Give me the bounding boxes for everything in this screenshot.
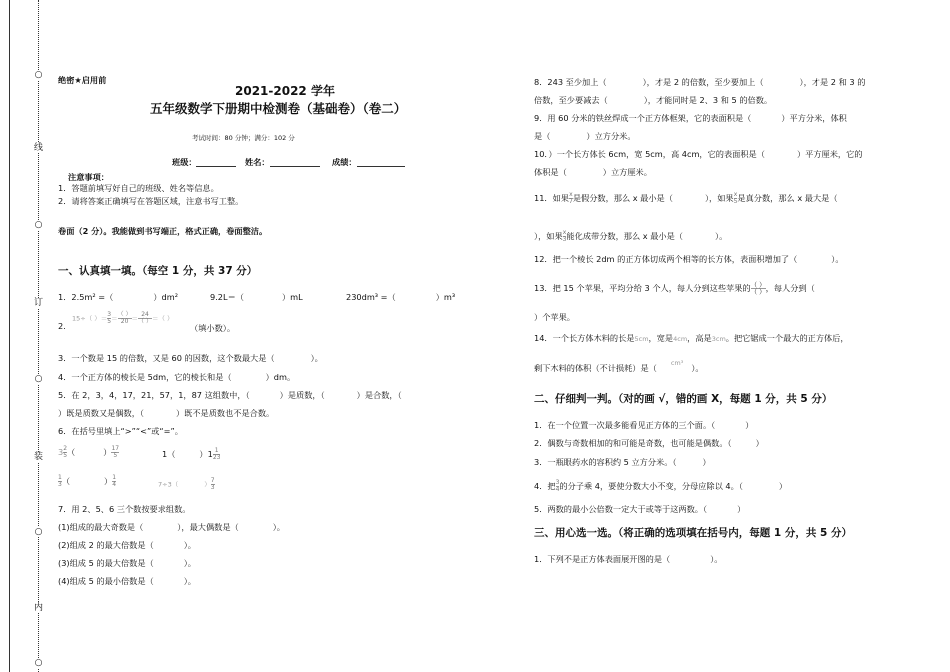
score-label: 成绩： (332, 157, 357, 167)
q13: 13．把 15 个苹果，平均分给 3 个人，每人分到这些苹果的 $\frac{( )}{( )}$ ，每人分到（ (534, 281, 815, 296)
confidential-mark: 绝密★启用前 (58, 75, 107, 85)
q1c: 230dm³ =（ ）m³ (346, 292, 456, 302)
margin-char-line: 线 (33, 143, 43, 153)
q6: 6．在括号里填上“>”“<”或“=”。 (58, 426, 183, 436)
q2-equation: 15÷（ ）＝ $\frac{3}{5}$ ＝ $\frac{( )}{20}$ ＝ $\frac{24}{( )}$ ＝（ ） (72, 311, 174, 325)
margin-char-pack: 装 (33, 452, 43, 462)
school-year: 2021-2022 学年 (235, 84, 335, 98)
score-field[interactable] (357, 166, 405, 167)
q7-1: (1)组成的最大奇数是（ ），最大偶数是（ ）。 (58, 522, 285, 532)
judge-4: 4．把 $\frac{3}{4}$ 的分子乘 4，要使分数大小不变，分母应除以 4。（ ） (534, 479, 788, 493)
q9: 9．用 60 分米的铁丝焊成一个正方体框架，它的表面积是（ ）平方分米，体积 (534, 113, 847, 123)
judge-5: 5．两数的最小公倍数一定大于或等于这两数。（ ） (534, 504, 746, 514)
q8-line-2: 倍数，至少要减去（ ），才能同时是 2、3 和 5 的倍数。 (534, 95, 773, 105)
note-2: 2．请将答案正确填写在答题区域，注意书写工整。 (58, 196, 244, 206)
margin-circle: ○ (32, 220, 45, 230)
q10-line-2: 体积是（ ）立方厘米。 (534, 167, 652, 177)
margin-circle: ○ (32, 527, 45, 537)
margin-char-inner: 内 (33, 603, 43, 613)
q7-4: (4)组成 5 的最小倍数是（ ）。 (58, 576, 196, 586)
margin-circle: ○ (32, 374, 45, 384)
q6-item-a: 3 $\frac{2}{5}$ （ ） $\frac{17}{5}$ (58, 445, 120, 459)
section-1-title: 一、认真填一填。（每空 1 分，共 37 分） (58, 265, 258, 277)
q1a: 1．2.5m² =（ ）dm² (58, 292, 178, 302)
exam-info: 考试时间：80 分钟；满分：102 分 (192, 134, 295, 142)
q9-line-2: 是（ ）立方分米。 (534, 131, 636, 141)
q5-line-2: ）既是质数又是偶数，（ ）既不是质数也不是合数。 (58, 408, 275, 418)
note-1: 1．答题前填写好自己的班级、姓名等信息。 (58, 183, 219, 193)
q6-item-d: 7÷3（ ） $\frac{7}{3}$ (158, 477, 215, 491)
margin-circle: ○ (32, 658, 45, 668)
q11: 11．如果 $\frac{x}{7}$ 是假分数，那么 x 最小是（ ），如果 $\frac{x}{5}$ 是真分数，那么 x 最大是（ (534, 191, 838, 205)
name-label: 姓名： (245, 157, 270, 167)
q11-line-2: ），如果 $\frac{x}{3}$ 能化成带分数，那么 x 最小是（ ）。 (534, 229, 728, 243)
q1b: 9.2L＝（ ）mL (210, 292, 303, 302)
judge-1: 1．在一个位置一次最多能看见正方体的三个面。（ ） (534, 420, 754, 430)
q14-line-2: 剩下木料的体积（不计损耗）是（ $^{cm^3}$ ）。 (534, 359, 704, 373)
q5: 5．在 2，3，4，17，21，57，1，87 这组数中，（ ）是质数，（ ）是合数，（ (58, 390, 402, 400)
judge-2: 2．偶数与奇数相加的和可能是奇数，也可能是偶数。（ ） (534, 438, 764, 448)
margin-char-bind: 订 (33, 298, 43, 308)
name-field[interactable] (270, 166, 320, 167)
q7: 7．用 2、5、6 三个数按要求组数。 (58, 504, 191, 514)
q6-item-b: 1（ ）1 $\frac{1}{23}$ (162, 447, 221, 461)
q6-item-c: $\frac{1}{3}$ （ ） $\frac{1}{4}$ (58, 474, 117, 488)
q3: 3．一个数是 15 的倍数，又是 60 的因数，这个数最大是（ ）。 (58, 353, 323, 363)
q8: 8．243 至少加上（ ），才是 2 的倍数，至少要加上（ ），才是 2 和 3 的 (534, 77, 866, 87)
class-label: 班级： (172, 157, 197, 167)
notes-title: 注意事项： (68, 172, 109, 182)
judge-3: 3．一瓶眼药水的容积约 5 立方分米。（ ） (534, 457, 711, 467)
q4: 4．一个正方体的棱长是 5dm，它的棱长和是（ ）dm。 (58, 372, 296, 382)
section-3-title: 三、用心选一选。（将正确的选项填在括号内，每题 1 分，共 5 分） (534, 527, 852, 539)
q14: 14．一个长方体木料的长是5cm，宽是4cm，高是3cm。把它锯成一个最大的正方体后， (534, 333, 849, 343)
choice-1: 1．下列不是正方体表面展开图的是（ ）。 (534, 554, 723, 564)
q10: 10．）一个长方体长 6cm，宽 5cm，高 4cm，它的表面积是（ ）平方厘米，它的 (534, 149, 863, 159)
q12: 12．把一个棱长 2dm 的正方体切成两个相等的长方体，表面积增加了（ ）。 (534, 254, 844, 264)
class-field[interactable] (196, 166, 236, 167)
q7-2: (2)组成 2 的最大倍数是（ ）。 (58, 540, 196, 550)
neatness-statement: 卷面（2 分）。我能做到书写端正，格式正确，卷面整洁。 (58, 226, 268, 236)
q2-tail: （填小数）。 (190, 323, 236, 333)
q13-line-2: ）个苹果。 (534, 312, 575, 322)
page-title: 五年级数学下册期中检测卷（基础卷）（卷二） (150, 101, 407, 116)
q2-number: 2. (58, 321, 66, 331)
section-2-title: 二、仔细判一判。（对的画 √，错的画 X，每题 1 分，共 5 分） (534, 393, 833, 405)
q7-3: (3)组成 5 的最大倍数是（ ）。 (58, 558, 196, 568)
margin-circle: ○ (32, 70, 45, 80)
